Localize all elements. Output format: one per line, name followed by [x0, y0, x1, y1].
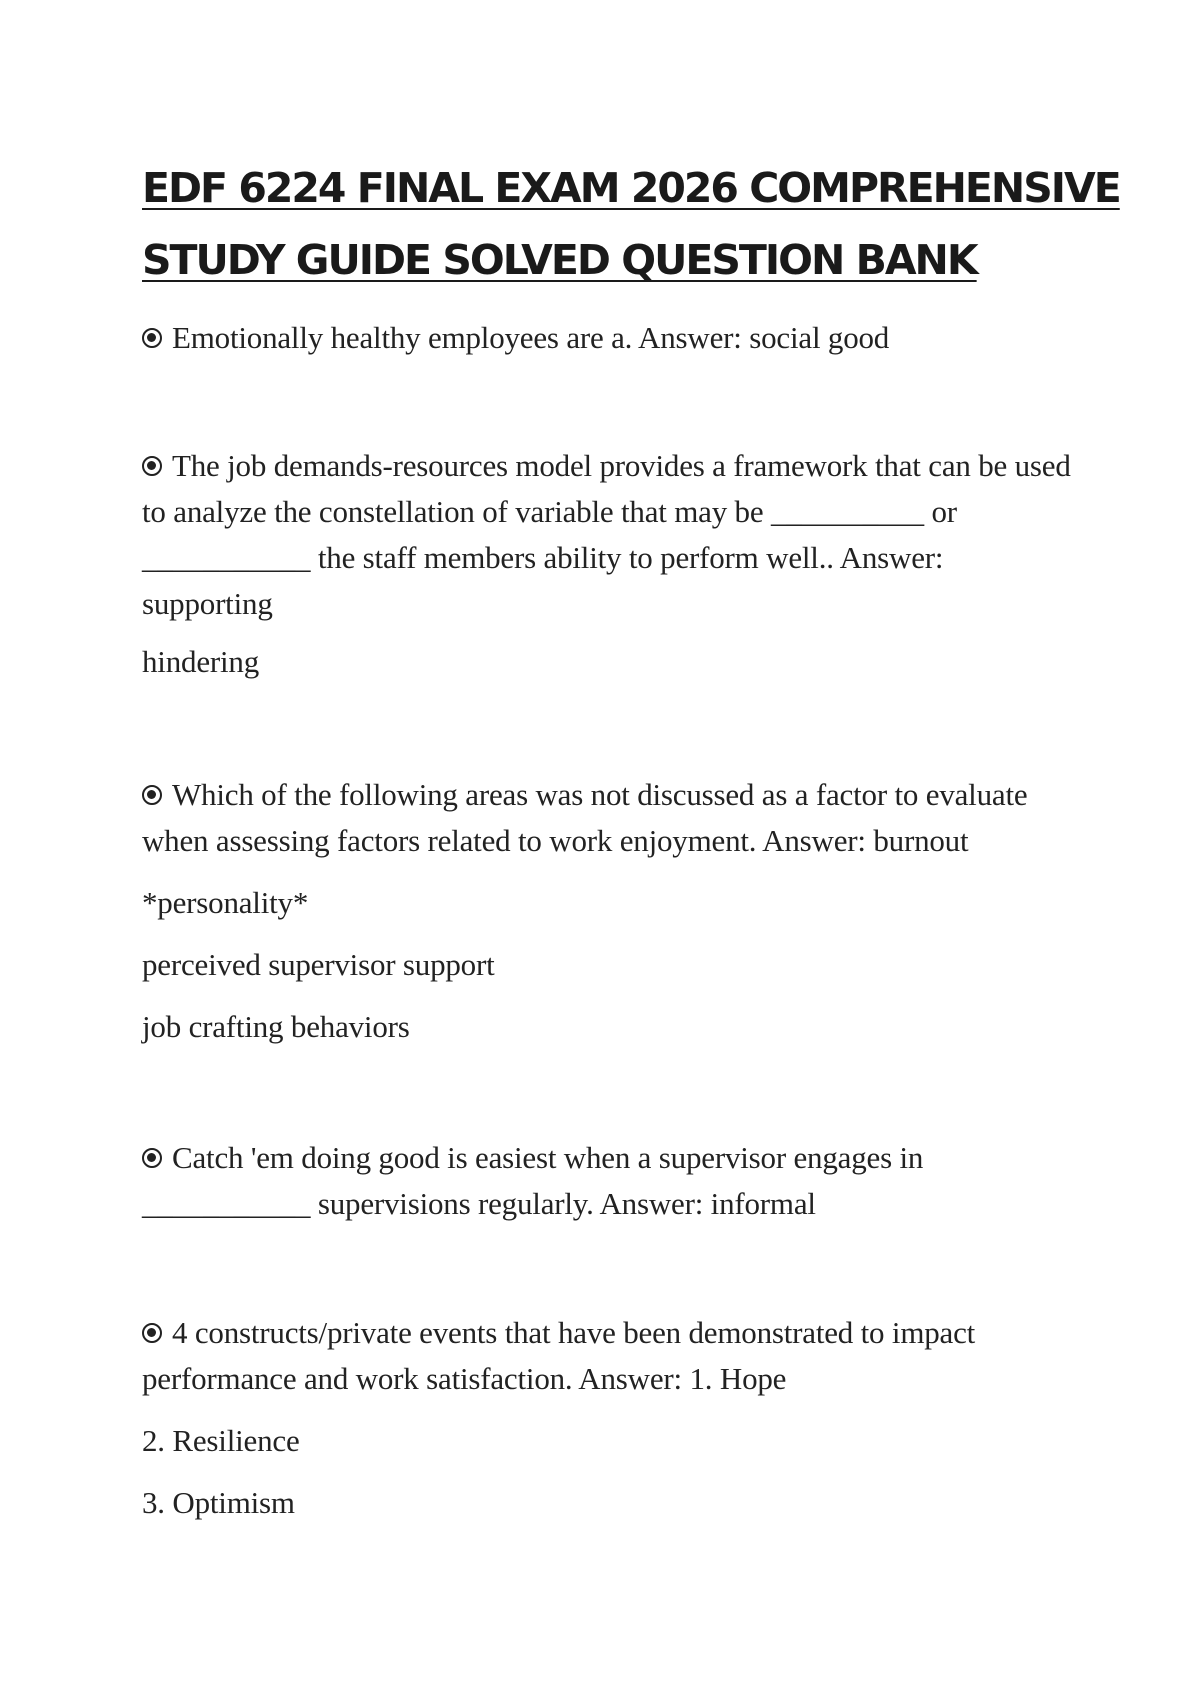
- question-item: [142, 315, 1072, 361]
- radio-bullet-icon: [142, 785, 162, 805]
- answer-option: job crafting behaviors: [142, 1009, 410, 1044]
- question-text: Catch 'em doing good is easiest when a supervisor engages in ___________ supervisions regularly. Answer: informal: [142, 1140, 924, 1221]
- answer-option: hindering: [142, 644, 260, 679]
- question-text: Emotionally healthy employees are a. Answer: social good: [172, 320, 890, 355]
- radio-bullet-icon: [142, 1148, 162, 1168]
- answer-option: 2. Resilience: [142, 1423, 300, 1458]
- question-text: 4 constructs/private events that have been demonstrated to impact performance and work satisfaction. Answer: 1. Hope: [142, 1315, 976, 1396]
- question-item: [142, 772, 1072, 1050]
- radio-bullet-icon: [142, 328, 162, 348]
- title-line-2: STUDY GUIDE SOLVED QUESTION BANK: [142, 236, 977, 284]
- document-title: [142, 152, 1120, 296]
- answer-option: perceived supervisor support: [142, 947, 495, 982]
- question-text: Which of the following areas was not discussed as a factor to evaluate when assessing factors related to work enjoyment. Answer: burnout: [142, 777, 1028, 858]
- answer-option: *personality*: [142, 885, 309, 920]
- radio-bullet-icon: [142, 456, 162, 476]
- question-text: The job demands-resources model provides a framework that can be used to analyze the constellation of variable that may be __________ or ___________ the staff members ability to perform well.. Answer: supporting: [142, 448, 1071, 621]
- radio-bullet-icon: [142, 1323, 162, 1343]
- answer-option: 3. Optimism: [142, 1485, 295, 1520]
- question-item: [142, 1135, 1072, 1227]
- question-item: [142, 1310, 1072, 1526]
- question-item: [142, 443, 1072, 685]
- title-line-1: EDF 6224 FINAL EXAM 2026 COMPREHENSIVE: [142, 164, 1120, 212]
